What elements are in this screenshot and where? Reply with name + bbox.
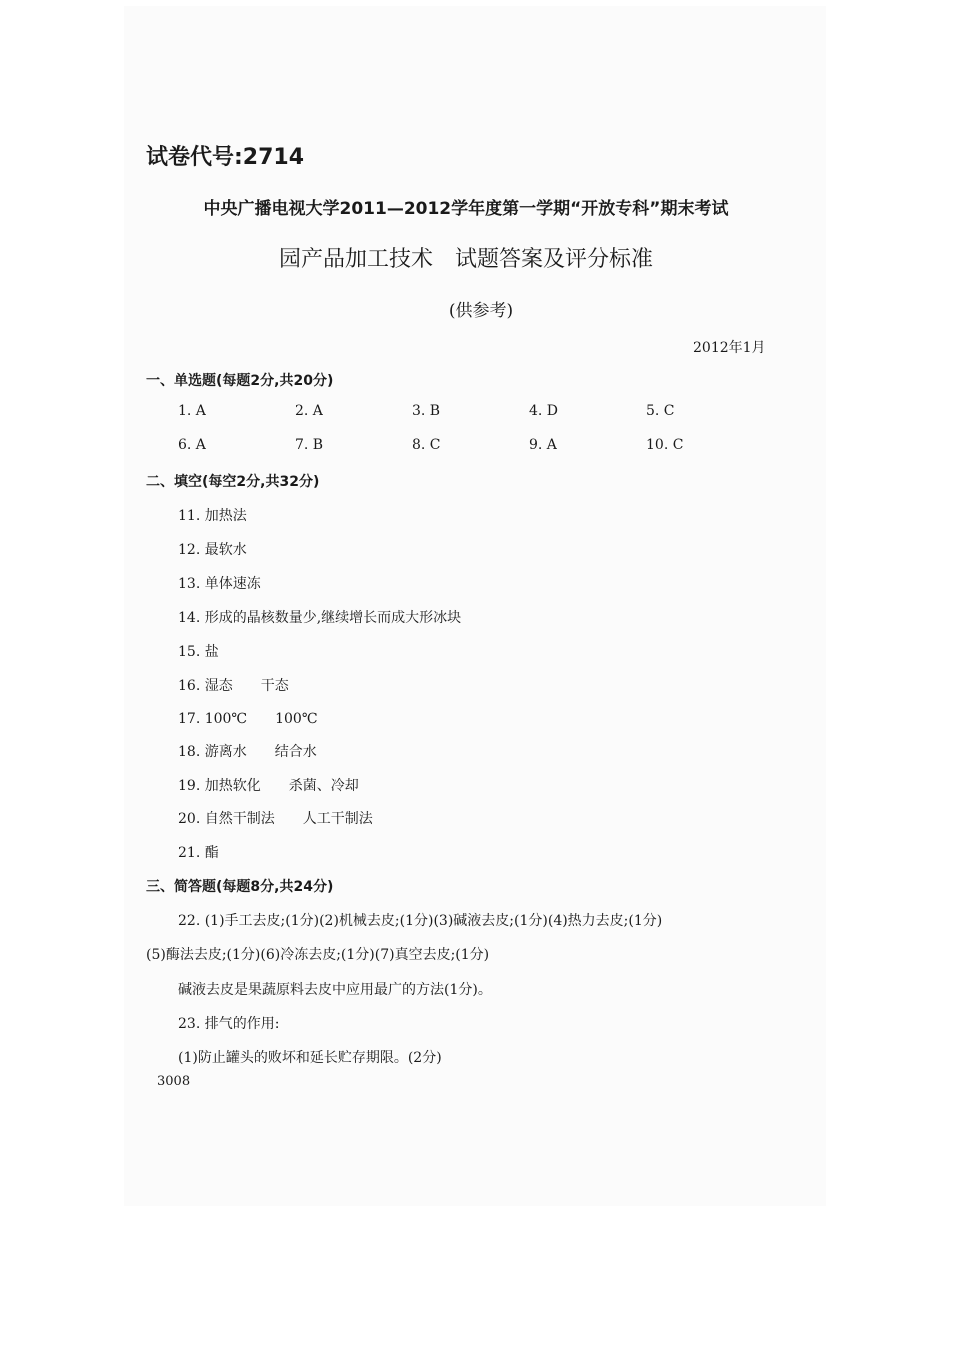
answer-item: 5. C (646, 403, 675, 419)
answer-item: 10. C (646, 437, 684, 453)
answer-line: 13. 单体速冻 (178, 576, 261, 592)
page-number: 3008 (157, 1074, 191, 1089)
answer-line: 22. (1)手工去皮;(1分)(2)机械去皮;(1分)(3)碱液去皮;(1分)(4)热力去皮;(1分) (178, 913, 663, 929)
answer-line: 19. 加热软化 杀菌、冷却 (178, 778, 359, 794)
answer-item: 6. A (178, 437, 206, 453)
answer-line: 17. 100℃ 100℃ (178, 711, 318, 727)
answer-item: 2. A (295, 403, 323, 419)
answer-line: 16. 湿态 干态 (178, 678, 289, 694)
answer-line: 11. 加热法 (178, 508, 247, 524)
answer-item: 3. B (412, 403, 441, 419)
answer-line: 15. 盐 (178, 644, 219, 660)
answer-item: 8. C (412, 437, 441, 453)
answer-item: 9. A (529, 437, 557, 453)
exam-title: 中央广播电视大学2011—2012学年度第一学期“开放专科”期末考试 (203, 199, 729, 219)
section-heading-short-answer: 三、简答题(每题8分,共24分) (146, 879, 334, 895)
paper-code: 试卷代号:2714 (146, 145, 305, 170)
answer-line: 12. 最软水 (178, 542, 247, 558)
answer-item: 4. D (529, 403, 559, 419)
answer-line: (1)防止罐头的败坏和延长贮存期限。(2分) (178, 1050, 442, 1066)
section-heading-single-choice: 一、单选题(每题2分,共20分) (146, 373, 334, 389)
answer-line: 23. 排气的作用: (178, 1016, 280, 1032)
reference-note: (供参考) (448, 301, 514, 321)
answer-line: 14. 形成的晶核数量少,继续增长而成大形冰块 (178, 610, 462, 626)
exam-date: 2012年1月 (693, 340, 766, 356)
subject-title: 园产品加工技术 试题答案及评分标准 (278, 247, 653, 272)
answer-item: 1. A (178, 403, 206, 419)
answer-line: 20. 自然干制法 人工干制法 (178, 811, 373, 827)
answer-line: 18. 游离水 结合水 (178, 744, 317, 760)
answer-line: (5)酶法去皮;(1分)(6)冷冻去皮;(1分)(7)真空去皮;(1分) (146, 947, 490, 963)
answer-line: 碱液去皮是果蔬原料去皮中应用最广的方法(1分)。 (178, 982, 492, 998)
section-heading-fill-blank: 二、填空(每空2分,共32分) (146, 474, 320, 490)
answer-item: 7. B (295, 437, 324, 453)
answer-line: 21. 酯 (178, 845, 219, 861)
